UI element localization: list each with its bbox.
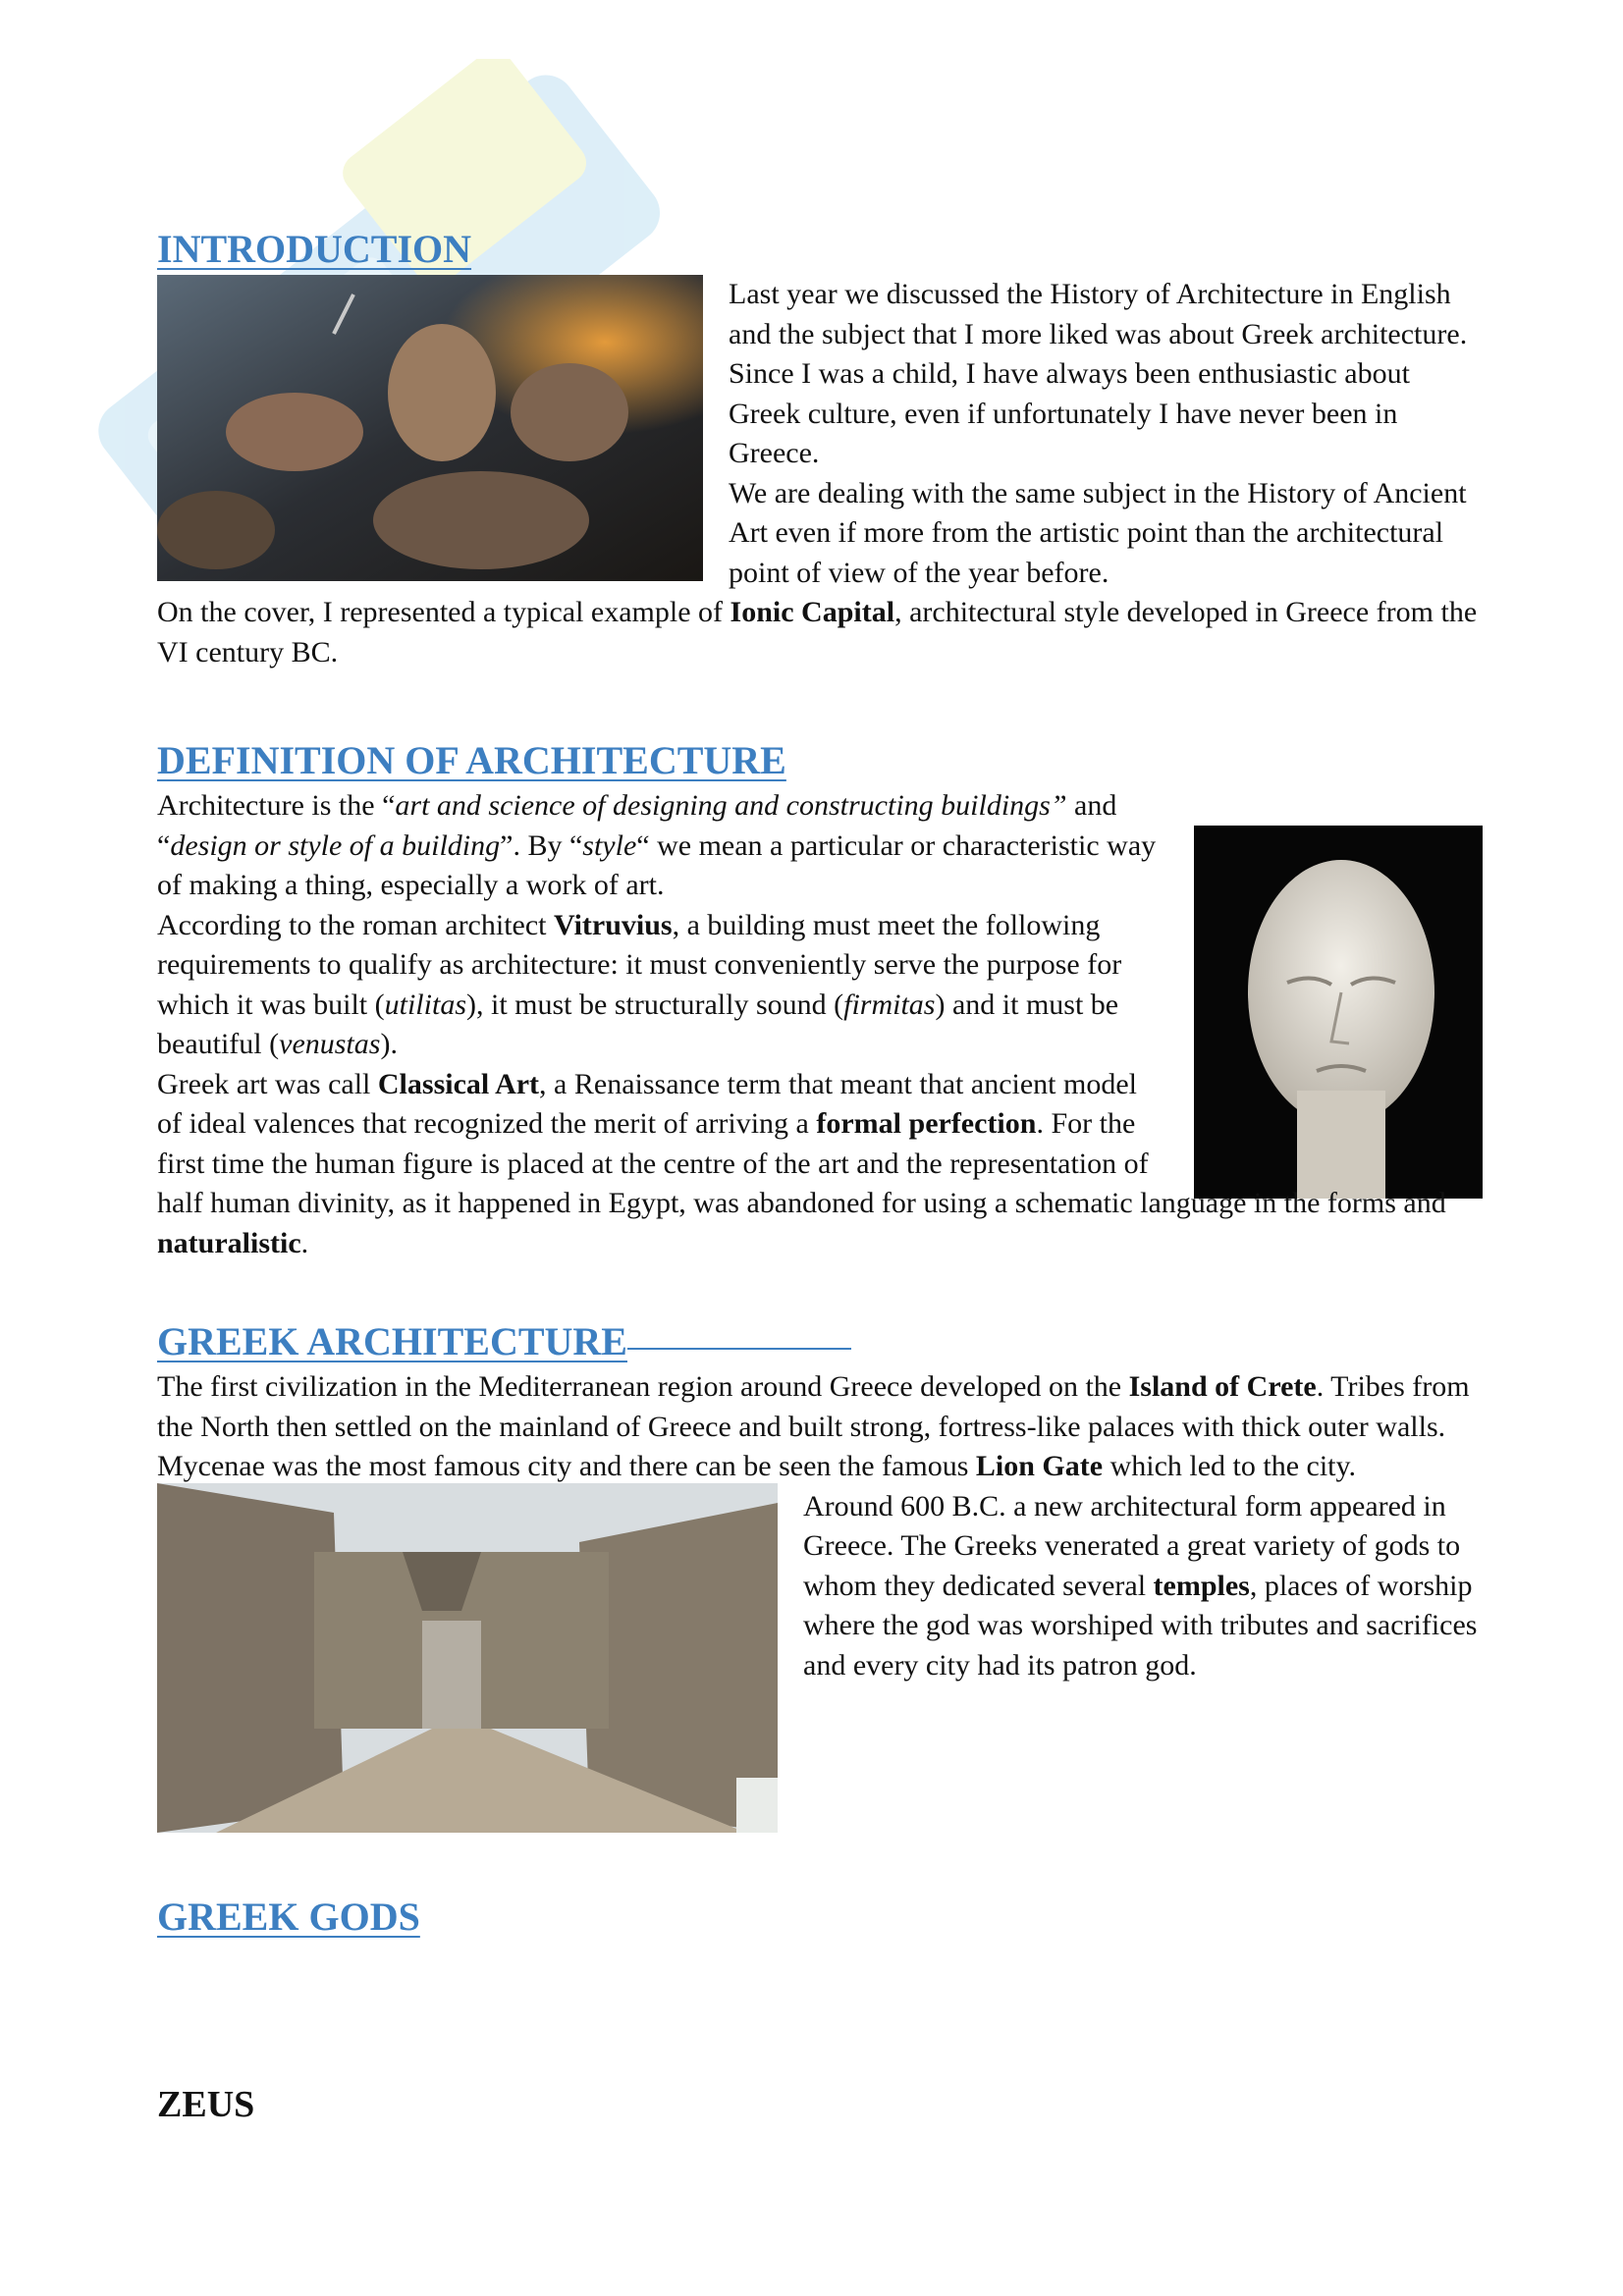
intro-section bbox=[157, 224, 1483, 672]
ionic-capital-term: Ionic Capital bbox=[730, 596, 895, 628]
zeus-subheading: ZEUS bbox=[157, 2083, 255, 2125]
vitruvius-term: Vitruvius bbox=[554, 908, 673, 941]
heading-underline bbox=[627, 1316, 851, 1350]
battle-painting-image bbox=[157, 275, 703, 581]
lion-gate-term: Lion Gate bbox=[975, 1450, 1104, 1482]
vitruvius-paragraph: According to the roman architect Vitruvius, a building must meet the following requirements to qualify as architecture: it must conveniently serve the purpose for which it was built (utilitas), it must be structurally sound (firmitas) and it must be beautiful (venustas). bbox=[157, 908, 1122, 1060]
greek-architecture-section bbox=[157, 1316, 1483, 1839]
greek-paragraph-1: The first civilization in the Mediterranean region around Greece developed on the Island of Crete. Tribes from the North then settled on the mainland of Greece and built strong, fortress-like palaces with thick outer walls. Mycenae was the most famous city and there can be seen the famous Lion Gate which led to the city. bbox=[157, 1370, 1470, 1482]
lion-gate-image bbox=[157, 1483, 778, 1833]
greek-gods-heading: GREEK GODS bbox=[157, 1894, 420, 1939]
marble-bust-image bbox=[1194, 826, 1483, 1199]
greek-architecture-heading: GREEK ARCHITECTURE bbox=[157, 1319, 627, 1363]
intro-heading: INTRODUCTION bbox=[157, 227, 472, 271]
greek-paragraph-2: Around 600 B.C. a new architectural form appeared in Greece. The Greeks venerated a great variety of gods to whom they dedicated several temples, places of worship where the god was worshiped with tributes and sacrifices and every city had its patron god. bbox=[803, 1489, 1478, 1682]
intro-paragraph-3: We are dealing with the same subject in the History of Ancient Art even if more from the artistic point than the architectural point of view of the year before. bbox=[729, 476, 1467, 589]
greek-gods-section bbox=[157, 1892, 1483, 2125]
intro-paragraph-2: Since I was a child, I have always been enthusiastic about Greek culture, even if unfortunately I have never been in Greece. bbox=[729, 357, 1410, 469]
definition-paragraph-1: Architecture is the “art and science of designing and constructing buildings” and “design or style of a building”. By “style“ we mean a particular or characteristic way of making a thing, especially a work of art. bbox=[157, 789, 1157, 901]
definition-section bbox=[157, 735, 1483, 1263]
definition-heading: DEFINITION OF ARCHITECTURE bbox=[157, 738, 786, 782]
intro-paragraph-1: Last year we discussed the History of Architecture in English and the subject that I more liked was about Greek architecture. bbox=[729, 278, 1468, 350]
classical-art-paragraph: Greek art was call Classical Art, a Renaissance term that meant that ancient model of ideal valences that recognized the merit of arriving a formal perfection. For the first time the human figure is placed at the centre of the art and the representation of half human divinity, as it happened in Egypt, was abandoned for using a schematic language in the forms and naturalistic. bbox=[157, 1067, 1446, 1259]
intro-paragraph-4: On the cover, I represented a typical example of Ionic Capital, architectural style developed in Greece from the VI century BC. bbox=[157, 596, 1478, 668]
